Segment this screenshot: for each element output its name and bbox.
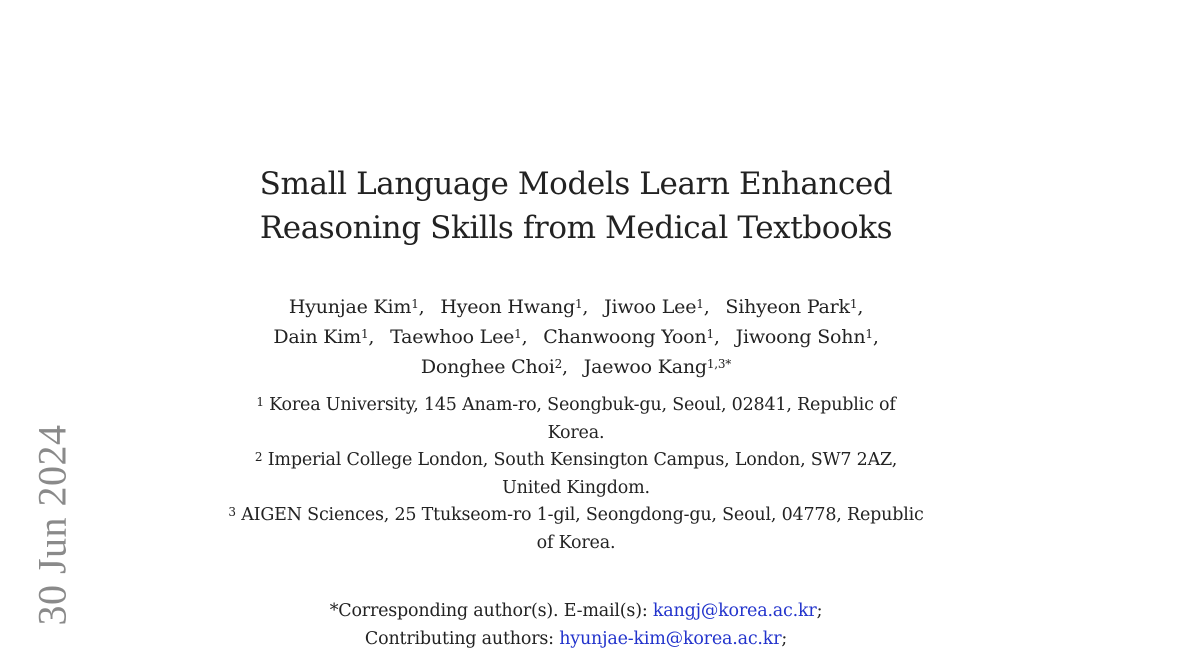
affiliation-item: $^2$ Imperial College London, South Kensington Campus, London, SW7 2AZ, United Kingdom. xyxy=(254,450,898,498)
author: Hyunjae Kim$^1$, xyxy=(288,296,425,318)
paper-first-page xyxy=(220,162,932,648)
author: Dain Kim$^1$, xyxy=(273,326,375,348)
author: Sihyeon Park$^1$, xyxy=(725,296,864,318)
author: Chanwoong Yoon$^1$, xyxy=(543,326,720,348)
corresponding-line: *Corresponding author(s). E-mail(s): kangj@korea.ac.kr; xyxy=(329,601,823,621)
affiliation-list xyxy=(220,392,932,557)
author: Jiwoo Lee$^1$, xyxy=(604,296,710,318)
title-line-2: Reasoning Skills from Medical Textbooks xyxy=(259,210,893,246)
title-line-1: Small Language Models Learn Enhanced xyxy=(259,166,893,202)
author-line-1 xyxy=(220,292,932,322)
arxiv-date-stamp: 30 Jun 2024 xyxy=(29,424,75,626)
corresponding-label: *Corresponding author(s). E-mail(s): xyxy=(329,601,648,621)
author: Donghee Choi$^2$, xyxy=(420,356,568,378)
author: Taewhoo Lee$^1$, xyxy=(390,326,528,348)
corresponding-email-link[interactable]: kangj@korea.ac.kr xyxy=(652,601,817,621)
contributing-label: Contributing authors: xyxy=(364,629,554,648)
paper-title xyxy=(220,162,932,250)
author-list xyxy=(220,292,932,382)
contributing-email-link[interactable]: hyunjae-kim@korea.ac.kr xyxy=(559,629,782,648)
author-line-2 xyxy=(220,322,932,352)
author-line-3 xyxy=(220,352,932,382)
correspondence-block xyxy=(220,597,932,648)
contributing-line: Contributing authors: hyunjae-kim@korea.ac.kr; xyxy=(364,629,788,648)
author: Jaewoo Kang$^{1,3*}$ xyxy=(583,356,732,378)
affiliation-item: $^3$ AIGEN Sciences, 25 Ttukseom-ro 1-gil, Seongdong-gu, Seoul, 04778, Republic of Korea. xyxy=(228,505,924,553)
author: Jiwoong Sohn$^1$, xyxy=(735,326,879,348)
affiliation-item: $^1$ Korea University, 145 Anam-ro, Seongbuk-gu, Seoul, 02841, Republic of Korea. xyxy=(256,395,896,443)
author: Hyeon Hwang$^1$, xyxy=(440,296,589,318)
